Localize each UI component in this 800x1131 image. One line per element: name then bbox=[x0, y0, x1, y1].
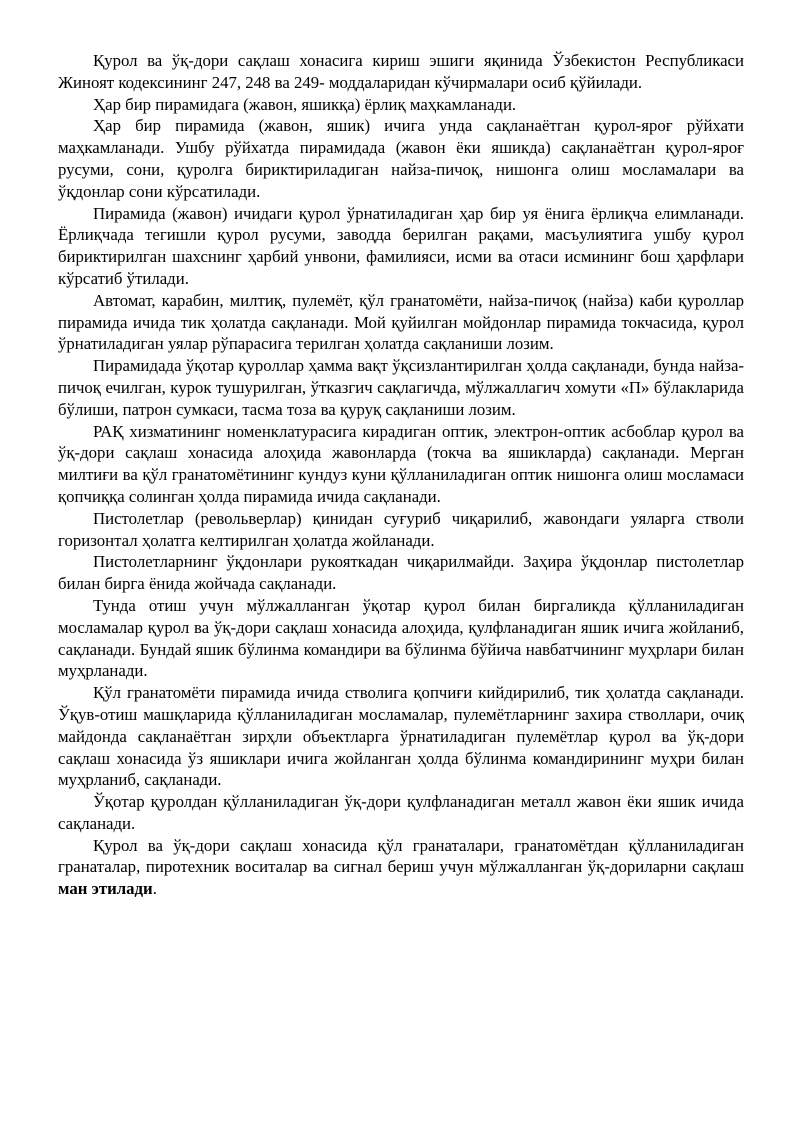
prohibition-emphasis: ман этилади bbox=[58, 879, 153, 899]
paragraph-12: Ўқотар қуролдан қўлланиладиган ўқ-дори қулфланадиган металл жавон ёки яшик ичида сақланади. bbox=[58, 792, 744, 833]
paragraph-8: Пистолетлар (револьверлар) қинидан суғуриб чиқарилиб, жавондаги уяларга стволи горизонтал ҳолатга келтирилган ҳолатда жойланади. bbox=[58, 508, 744, 550]
paragraph-3: Ҳар бир пирамида (жавон, яшик) ичига унда сақланаётган қурол-яроғ рўйхати маҳкамланади. Ушбу рўйхатда пирамидада (жавон ёки яшикда) сақланаётган қурол-яроғ русуми, сони, қуролга бириктириладиган найза-пичоқ, нишонга олиш мосламалари ва ўқдонлар сони кўрсатилади. bbox=[58, 116, 744, 201]
paragraph-5: Автомат, карабин, милтиқ, пулемёт, қўл гранатомёти, найза-пичоқ (найза) каби қуроллар пирамида ичида тик ҳолатда сақланади. Мой қуйилган мойдонлар пирамида токчасида, қурол ўрнатиладиган уялар рўпарасига терилган ҳолатда сақланиши лозим. bbox=[58, 290, 744, 354]
document-page bbox=[58, 50, 744, 900]
paragraph-11: Қўл гранатомёти пирамида ичида стволига қопчиғи кийдирилиб, тик ҳолатда сақланади. Ўқув-отиш машқларида қўлланиладиган мосламалар, пулемётларнинг захира стволлари, очиқ майдонда сақланаётган зирҳли объектларга ўрнатиладиган пулемётлар қурол ва ўқ-дори сақлаш хонасида ўз яшиклари ичига жойланган ҳолда бўлинма командирининг муҳри билан муҳрланиб, сақланади. bbox=[58, 683, 744, 790]
paragraph-13-text: Қурол ва ўқ-дори сақлаш хонасида қўл гранаталари, гранатомётдан қўлланиладиган гранаталар, пиротехник воситалар ва сигнал бериш учун мўлжалланган ўқ-дориларни сақлаш bbox=[58, 835, 744, 877]
paragraph-9: Пистолетларнинг ўқдонлари рукояткадан чиқарилмайди. Заҳира ўқдонлар пистолетлар билан бирга ёнида жойчада сақланади. bbox=[58, 552, 744, 594]
paragraph-4: Пирамида (жавон) ичидаги қурол ўрнатиладиган ҳар бир уя ёнига ёрлиқча елимланади. Ёрлиқчада тегишли қурол русуми, заводда берилган рақами, масъулиятига ушбу қурол бириктирилган шахснинг ҳарбий унвони, фамилияси, исми ва отаси исмининг бош ҳарфлари кўрсатиб ўтилади. bbox=[58, 203, 744, 288]
paragraph-13-end: . bbox=[152, 879, 157, 899]
paragraph-7: РАҚ хизматининг номенклатурасига кирадиган оптик, электрон-оптик асбоблар қурол ва ўқ-дори сақлаш хонасида алоҳида жавонларда (токча ва яшикларда) сақланади. Мерган милтиғи ва қўл гранатомётининг кундуз куни қўлланиладиган оптик нишонга олиш мосламаси қопчиққа солинган ҳолда пирамида ичида сақланади. bbox=[58, 421, 744, 506]
paragraph-6: Пирамидада ўқотар қуроллар ҳамма вақт ўқсизлантирилган ҳолда сақланади, бунда найза-пичоқ ечилган, курок тушурилган, ўтказгич сақлагичда, мўлжаллагич хомути «П» бўлакларида бўлиши, патрон сумкаси, тасма тоза ва қуруқ сақланиши лозим. bbox=[58, 356, 744, 419]
paragraph-1: Қурол ва ўқ-дори сақлаш хонасига кириш эшиги яқинида Ўзбекистон Республикаси Жиноят кодексининг 247, 248 ва 249- моддаларидан кўчирмалари осиб қўйилади. bbox=[58, 51, 744, 92]
paragraph-13 bbox=[58, 835, 744, 900]
paragraph-10: Тунда отиш учун мўлжалланган ўқотар қурол билан биргаликда қўлланиладиган мосламалар қурол ва ўқ-дори сақлаш хонасида алоҳида, қулфланадиган яшик ичига жойланиб, сақланади. Бундай яшик бўлинма командири ва бўлинма бўйича навбатчининг муҳрлари билан муҳрланади. bbox=[58, 595, 744, 681]
paragraph-2: Ҳар бир пирамидага (жавон, яшикқа) ёрлиқ маҳкамланади. bbox=[93, 94, 517, 114]
